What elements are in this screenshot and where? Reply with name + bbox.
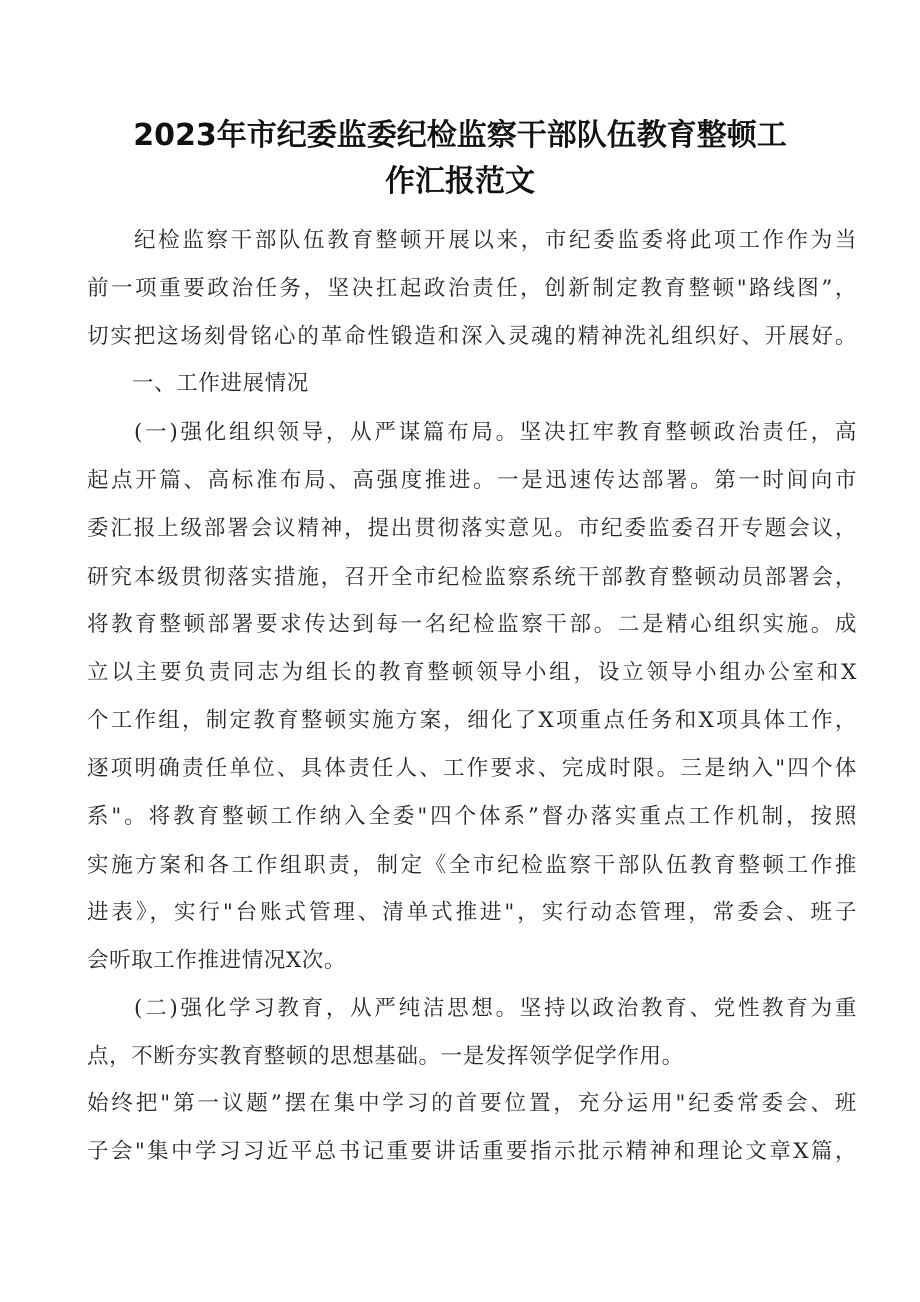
paragraph-1-line-5: 将教育整顿部署要求传达到每一名纪检监察干部。二是精心组织实施。成 [87,612,857,637]
paragraph-1-line-10: 实施方案和各工作组职责，制定《全市纪检监察干部队伍教育整顿工作推 [87,853,857,878]
document-title-line-1: 2023年市纪委监委纪检监察干部队伍教育整顿工 [133,118,787,153]
paragraph-intro-line-3: 切实把这场刻骨铭心的革命性锻造和深入灵魂的精神洗礼组织好、开展好。 [87,324,857,349]
paragraph-1-line-4: 研究本级贯彻落实措施，召开全市纪检监察系统干部教育整顿动员部署会， [87,565,857,590]
section-heading-progress: 一、工作进展情况 [132,371,309,396]
paragraph-1-line-7: 个工作组，制定教育整顿实施方案，细化了X项重点任务和X项具体工作， [87,708,857,733]
paragraph-intro-line-1: 纪检监察干部队伍教育整顿开展以来，市纪委监委将此项工作作为当 [134,228,857,253]
paragraph-1-line-3: 委汇报上级部署会议精神，提出贯彻落实意见。市纪委监委召开专题会议， [87,516,857,541]
paragraph-1-line-1: (一)强化组织领导，从严谋篇布局。坚决扛牢教育整顿政治责任，高 [134,420,857,445]
paragraph-3-line-2: 子会"集中学习习近平总书记重要讲话重要指示批示精神和理论文章X篇， [87,1139,857,1164]
paragraph-intro-line-2: 前一项重要政治任务，坚决扛起政治责任，创新制定教育整顿"路线图”， [87,276,857,301]
paragraph-3-line-1: 始终把"第一议题”摆在集中学习的首要位置，充分运用"纪委常委会、班 [87,1091,857,1116]
paragraph-2-line-1: (二)强化学习教育，从严纯洁思想。坚持以政治教育、党性教育为重 [134,996,857,1021]
paragraph-1-line-9: 系"。将教育整顿工作纳入全委"四个体系”督办落实重点工作机制，按照 [87,804,857,829]
paragraph-1-line-12: 会听取工作推进情况X次。 [87,948,347,973]
paragraph-1-line-8: 逐项明确责任单位、具体责任人、工作要求、完成时限。三是纳入"四个体 [87,756,857,781]
paragraph-2-line-2: 点，不断夯实教育整顿的思想基础。一是发挥领学促学作用。 [87,1044,684,1069]
paragraph-1-line-11: 进表》，实行"台账式管理、清单式推进"，实行动态管理，常委会、班子 [87,900,857,925]
paragraph-1-line-6: 立以主要负责同志为组长的教育整顿领导小组，设立领导小组办公室和X [87,660,857,685]
paragraph-1-line-2: 起点开篇、高标准布局、高强度推进。一是迅速传达部署。第一时间向市 [87,468,857,493]
document-title-line-2: 作汇报范文 [385,164,535,199]
